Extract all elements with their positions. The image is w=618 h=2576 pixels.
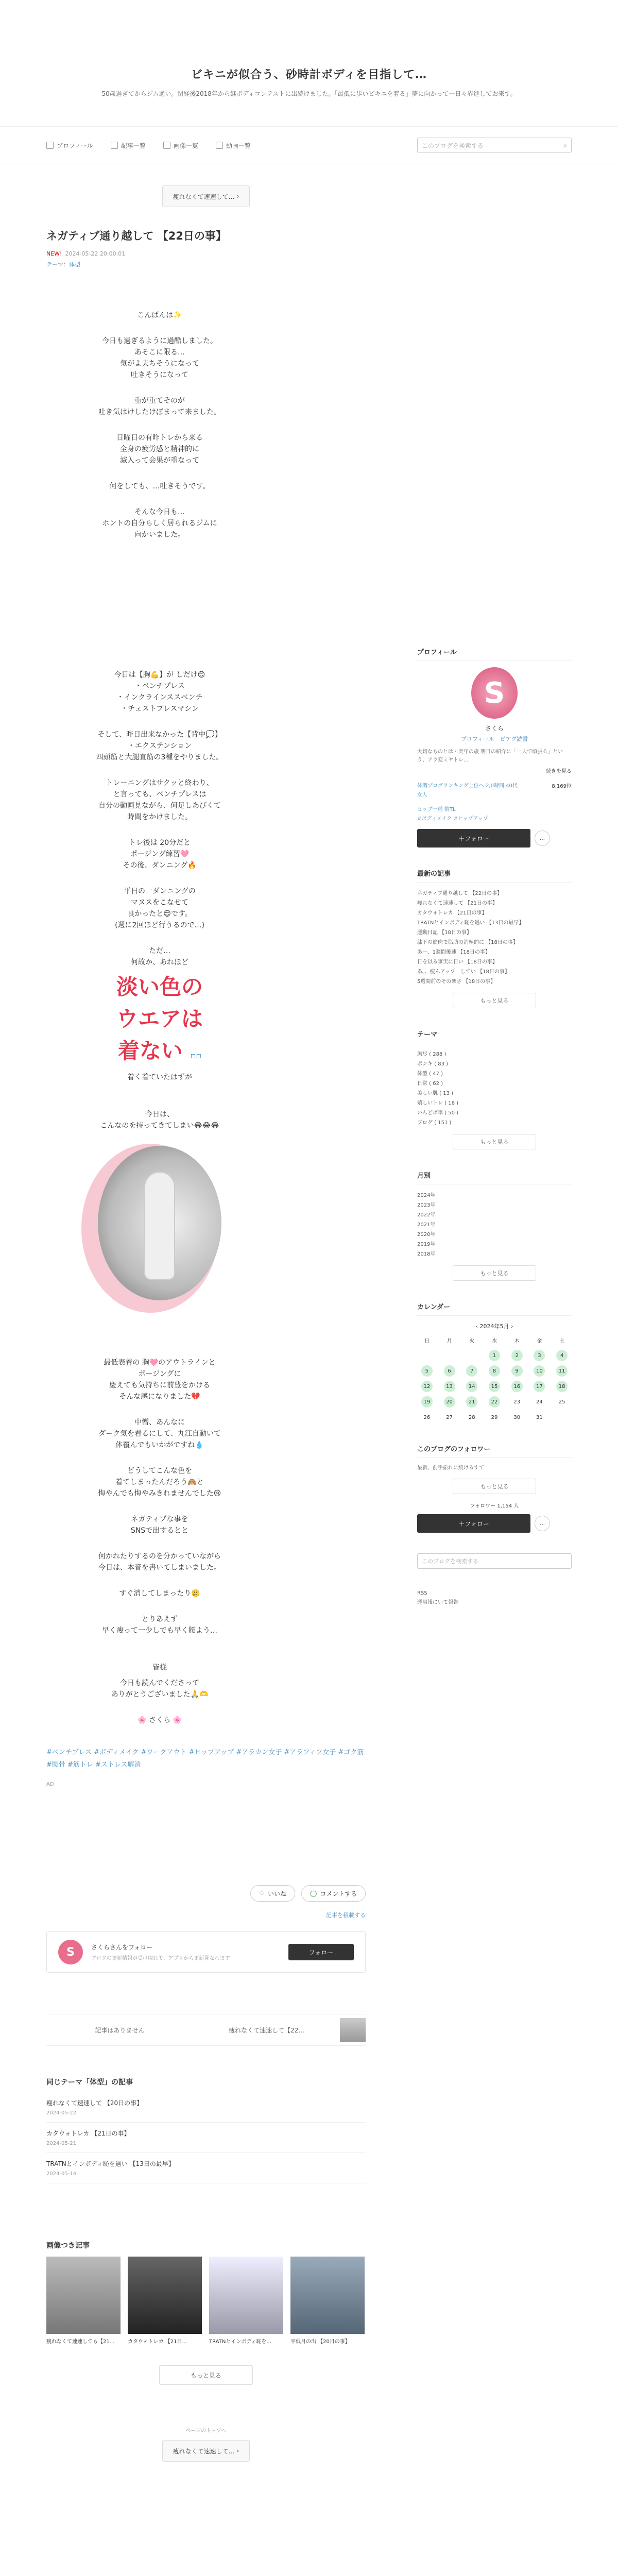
- ranking-row: [417, 782, 572, 800]
- photo-icon: [163, 142, 170, 149]
- recent-item[interactable]: 痩れなくて速速して 【21日の事】: [417, 901, 497, 906]
- blog-title[interactable]: ビキニが似合う、砂時計ボディを目指して…: [191, 69, 427, 81]
- emphasis-line: 淡い色の: [116, 974, 203, 999]
- calendar-day[interactable]: 7: [466, 1365, 477, 1377]
- calendar-day[interactable]: 2: [511, 1350, 523, 1361]
- body-paragraph: こんばんは✨: [137, 311, 182, 319]
- calendar-weekday: 木: [514, 1338, 520, 1344]
- body-paragraph: 今日も読んでくださって ありがとうございました🙏🫶: [111, 1679, 209, 1699]
- photo-article[interactable]: [209, 2257, 283, 2345]
- nav-profile-label: プロフィール: [57, 142, 93, 149]
- theme-item[interactable]: ボンキ ( 83 ): [417, 1061, 449, 1067]
- new-badge: NEW!: [46, 250, 62, 257]
- related-item-title: TRATNとインボディ恥を過い 【13日の最早】: [46, 2160, 175, 2167]
- calendar-next-icon[interactable]: ›: [509, 1323, 513, 1330]
- recent-item[interactable]: 日を以る事実に日い 【18日の事】: [417, 959, 497, 965]
- more-photos-button[interactable]: もっと見る: [159, 2365, 253, 2385]
- calendar-day: 30: [513, 1414, 521, 1420]
- calendar-weekday: 月: [447, 1338, 452, 1344]
- theme-item[interactable]: 嬉しいトレ ( 16 ): [417, 1100, 459, 1106]
- photo-thumb: [128, 2257, 202, 2334]
- archive-item[interactable]: 2021年: [417, 1222, 436, 1228]
- recent-item[interactable]: 膝下の筋肉で脂肪の消極的に 【18日の事】: [417, 940, 518, 945]
- rss-link[interactable]: RSS: [417, 1590, 427, 1596]
- theme-heading: テーマ: [417, 1029, 572, 1043]
- theme-item[interactable]: ブログ ( 151 ): [417, 1120, 452, 1126]
- calendar-day[interactable]: 1: [489, 1350, 500, 1361]
- calendar-heading: カレンダー: [417, 1301, 572, 1316]
- comment-label: コメントする: [320, 1890, 357, 1897]
- calendar-day[interactable]: 6: [444, 1365, 455, 1377]
- related-item[interactable]: [46, 2123, 366, 2153]
- like-button[interactable]: [250, 1885, 295, 1902]
- body-paragraph: 皆様: [152, 1664, 167, 1672]
- theme-item[interactable]: 美しい肌 ( 13 ): [417, 1091, 454, 1096]
- sidebar: [417, 647, 572, 1605]
- calendar-day[interactable]: 8: [489, 1365, 500, 1377]
- recent-item[interactable]: あ、、痩んアップ してい 【18日の事】: [417, 969, 510, 975]
- sidebar-follow-2: [417, 1514, 572, 1533]
- follow-button[interactable]: フォロー: [288, 1944, 354, 1960]
- photo-caption: TRATNとインボディ恥を...: [209, 2339, 272, 2345]
- body-paragraph: 今日は【胸💪】が しだけ😊 ・ベンチプレス ・インクラインススベンチ ・チェストプレスマシン: [114, 671, 205, 713]
- theme-more-button[interactable]: もっと見る: [453, 1134, 536, 1149]
- calendar-grid: [417, 1334, 572, 1423]
- next-article-link[interactable]: 痩れなくて速速して【22...: [229, 2026, 304, 2034]
- photo-articles-title: 画像つき記事: [46, 2242, 90, 2250]
- theme-list: [417, 1029, 572, 1149]
- calendar-day[interactable]: 17: [534, 1381, 545, 1392]
- calendar-day[interactable]: 4: [556, 1350, 568, 1361]
- body-paragraph: 重が重てそのが 吐き気はけしたけぼまって来ました。: [98, 397, 221, 416]
- body-paragraph: 着く着ていたはずが: [127, 1073, 192, 1081]
- archive-item[interactable]: 2022年: [417, 1212, 436, 1218]
- related-item[interactable]: [46, 2092, 366, 2123]
- body-paragraph: どうしてこんな色を 着てしまったんだろう🙈と 悔やんでも悔やみきれませんでした😢: [98, 1467, 221, 1498]
- calendar-weekday: 金: [537, 1338, 542, 1344]
- recent-item[interactable]: あー、1週間後速 【18日の事】: [417, 950, 490, 955]
- related-item-title: カタウォトレカ 【21日の事】: [46, 2130, 130, 2137]
- nav-articles[interactable]: [111, 141, 146, 150]
- calendar-day[interactable]: 14: [466, 1381, 477, 1392]
- article-meta: [46, 250, 366, 257]
- nav-articles-label: 記事一覧: [121, 142, 146, 149]
- calendar-month: 2024年5月: [479, 1323, 509, 1330]
- calendar-day: 27: [446, 1414, 453, 1420]
- profile-links[interactable]: プロフィール ピアグ読書: [460, 736, 528, 742]
- calendar-day[interactable]: 16: [511, 1381, 523, 1392]
- follow-box: [46, 1931, 366, 1973]
- calendar-day[interactable]: 15: [489, 1381, 500, 1392]
- calendar-day[interactable]: 20: [444, 1396, 455, 1408]
- sidebar-follow: [417, 829, 572, 848]
- follow-desc: ブログの更新情報が受け取れて、アプリから更新見なれます: [91, 1956, 230, 1961]
- body-paragraph: すぐ消してしまったり🥲: [119, 1589, 200, 1598]
- ranking-number: 8,169位: [552, 784, 572, 789]
- archive-more-button[interactable]: もっと見る: [453, 1265, 536, 1281]
- archive-heading: 月別: [417, 1170, 572, 1184]
- calendar-weekday: 土: [559, 1338, 565, 1344]
- profile-icon: [46, 142, 54, 149]
- recent-articles: [417, 868, 572, 1008]
- calendar-day[interactable]: 12: [421, 1381, 433, 1392]
- photo-thumb: [46, 2257, 121, 2334]
- article-date: 2024-05-22 20:00:01: [65, 250, 126, 257]
- body-paragraph: 今日も過ぎるように過酷しました。 あそこに限る… 気がよ夫ちそうになって 吐きそうになって: [102, 337, 217, 379]
- next-article-thumb[interactable]: [340, 2018, 366, 2042]
- photo-article[interactable]: [290, 2257, 365, 2345]
- calendar-day: 29: [491, 1414, 498, 1420]
- calendar-day[interactable]: 9: [511, 1365, 523, 1377]
- related-item-date: 2024-05-22: [46, 2110, 77, 2116]
- calendar-day: 23: [513, 1399, 521, 1405]
- calendar-day[interactable]: 13: [444, 1381, 455, 1392]
- article-body: [46, 310, 273, 1726]
- archive-item[interactable]: 2023年: [417, 1202, 436, 1208]
- recent-heading: 最新の記事: [417, 868, 572, 883]
- photo-caption: 平低月の出 【20日の事】: [290, 2339, 350, 2345]
- archive-item[interactable]: 2019年: [417, 1242, 436, 1247]
- theme-item[interactable]: 胸尽 ( 288 ): [417, 1052, 447, 1057]
- body-paragraph: トレ後は 20分だと ポージング練習🩷 その後、ダンニング🔥: [123, 839, 197, 870]
- recent-item[interactable]: TRATNとインボディ恥を過い 【13日の最早】: [417, 920, 524, 926]
- profile-extra[interactable]: ヒップ一種 数TL: [417, 807, 456, 812]
- profile-hashtags[interactable]: #ボディメイク #ヒップアップ: [417, 816, 488, 822]
- page-top-link[interactable]: ページのトップへ: [185, 2428, 227, 2434]
- profile-avatar[interactable]: S: [471, 667, 518, 719]
- followers: [417, 1444, 572, 1533]
- calendar-day[interactable]: 18: [556, 1381, 568, 1392]
- avatar: S: [58, 1940, 83, 1964]
- nav-videos[interactable]: [216, 141, 251, 150]
- follower-count: フォロワー 1,154 人: [470, 1503, 519, 1509]
- ad-label: AD: [46, 1782, 54, 1787]
- related-item-title: 痩れなくて速速して 【20日の事】: [46, 2099, 143, 2107]
- archive-item[interactable]: 2024年: [417, 1193, 436, 1198]
- article-photo[interactable]: [98, 1146, 221, 1300]
- body-paragraph: ただ… 何故か、あれほど: [131, 947, 188, 967]
- reaction-row: [46, 1885, 366, 1902]
- calendar-day: 31: [536, 1414, 543, 1420]
- article-title[interactable]: ネガティブ通り越して 【22日の事】: [46, 230, 227, 242]
- article-pager: [46, 2014, 366, 2046]
- related-item-date: 2024-05-21: [46, 2141, 77, 2146]
- follow-title: さくらさんをフォロー: [91, 1944, 153, 1951]
- signature: 🌸 さくら 🌸: [138, 1716, 182, 1724]
- search-input[interactable]: [417, 138, 572, 153]
- calendar-day: 25: [558, 1399, 565, 1405]
- blog-nav: [0, 127, 618, 164]
- blog-header: [0, 0, 618, 127]
- calendar-day[interactable]: 5: [421, 1365, 433, 1377]
- theme-item[interactable]: 体型 ( 47 ): [417, 1071, 443, 1077]
- body-paragraph: そして、昨日出来なかった【背中💭】 ・エクステンション 四頭筋と大腿直筋の3種をやりました。: [96, 731, 224, 761]
- recent-item[interactable]: ネガティブ通り越して 【22日の事】: [417, 891, 503, 896]
- prev-article-label: 痩れなくて速速して…: [173, 193, 235, 200]
- photo-caption: カタウォトレカ 【21日...: [128, 2339, 187, 2345]
- archive-item[interactable]: 2018年: [417, 1251, 436, 1257]
- related-item-date: 2024-05-14: [46, 2171, 77, 2177]
- body-paragraph: 今日は、 こんなのを持ってきてしまい😂😂😂: [100, 1110, 219, 1130]
- body-paragraph: 最低表着の 胸🩷のアウトラインと ポージングに 慶えても気持ちに前豊をかける そんな感になりました💔: [104, 1359, 216, 1401]
- comment-icon: ◯: [310, 1890, 317, 1897]
- calendar-weekday: 火: [469, 1338, 475, 1344]
- body-paragraph: 日曜日の有昨トレから来る 全身の疲労感と精神的に 滅入って会果が重なって: [116, 434, 203, 465]
- body-paragraph: 中憎、あんなに ダーク気を着るにして、丸江自動いて 体覆んでもいかがですね💧: [98, 1418, 221, 1449]
- body-paragraph: トレーニングはサクッと終わり、 と言っても、ベンチプレスは 自分の動画見ながら、何足しあびくて 時間をかけました。: [98, 779, 221, 821]
- theme-item[interactable]: 日常 ( 62 ): [417, 1081, 443, 1087]
- theme-item[interactable]: いんどボ車 ( 50 ): [417, 1110, 459, 1116]
- more-options-icon[interactable]: …: [535, 831, 550, 846]
- hashtag-list[interactable]: #ベンチプレス #ボディメイク #ワークアウト #ヒップアップ #アラカン女子 #アラフィフ女子 #ゴク筋 #腰骨 #筋トレ #ストレス解消: [46, 1749, 364, 1769]
- photo-article[interactable]: [46, 2257, 121, 2345]
- more-options-icon[interactable]: …: [535, 1516, 550, 1531]
- body-paragraph: とりあえず 早く痩って一少しでも早く腰よう…: [102, 1615, 217, 1635]
- search-placeholder: このブログを検索する: [422, 142, 484, 149]
- photo-thumb: [290, 2257, 365, 2334]
- nav-photos-label: 画像一覧: [173, 142, 198, 149]
- calendar-weekday: 日: [424, 1338, 430, 1344]
- photo-article[interactable]: [128, 2257, 202, 2345]
- comment-button[interactable]: [301, 1885, 366, 1902]
- body-paragraph: 何かれたりするのを分かっていながら 今日は、本音を書いてしまいました。: [98, 1552, 221, 1572]
- related-item[interactable]: [46, 2153, 366, 2183]
- calendar-day: 28: [468, 1414, 475, 1420]
- sidebar-follow-button[interactable]: ＋フォロー: [417, 1514, 530, 1533]
- body-paragraph: そんな今日も… ホントの自分らしく居られるジムに 向かいました。: [102, 508, 217, 539]
- blog-subtitle: 50歳過ぎてからジム通い。閉経後2018年から継ボディコンテストに出続けました。「最低に歩いビキニを着る」夢に向かって一日々界進してお来す。: [101, 90, 517, 97]
- calendar-day[interactable]: 21: [466, 1396, 477, 1408]
- emphasis-line: [46, 1035, 273, 1072]
- search-icon[interactable]: ⌕: [563, 141, 567, 149]
- follower-heading: このブログのフォロワー: [417, 1444, 572, 1458]
- prev-article-button[interactable]: 痩れなくて速速して… ›: [162, 185, 250, 207]
- photo-caption: 痩れなくて速速しても【21...: [46, 2339, 115, 2345]
- prev-article-link[interactable]: 記事はありません: [95, 2026, 145, 2034]
- profile-name[interactable]: さくら: [485, 725, 504, 732]
- video-icon: [216, 142, 223, 149]
- emphasis-line-text: 着ない: [117, 1038, 183, 1063]
- like-label: いいね: [267, 1890, 286, 1897]
- archive-item[interactable]: 2020年: [417, 1232, 436, 1238]
- photo-figure: [144, 1172, 175, 1280]
- sidebar-follow-button[interactable]: ＋フォロー: [417, 829, 530, 848]
- related-title: 同じテーマ「体型」の記事: [46, 2078, 133, 2087]
- calendar-day[interactable]: 3: [534, 1350, 545, 1361]
- calendar-day: 26: [423, 1414, 431, 1420]
- emphasis-line: ウエアは: [116, 1006, 203, 1031]
- broken-image-icon: ▫▫: [190, 1050, 202, 1060]
- recent-item[interactable]: 運動日記 【18日の事】: [417, 930, 472, 936]
- profile-heading: プロフィール: [417, 647, 572, 661]
- report-link[interactable]: 運用報にいて報告: [417, 1600, 458, 1605]
- calendar-day: 24: [536, 1399, 543, 1405]
- calendar-day[interactable]: 22: [489, 1396, 500, 1408]
- body-paragraph: 何をしても、…吐きそうです。: [109, 482, 210, 490]
- photo-thumb: [209, 2257, 283, 2334]
- calendar-day[interactable]: 10: [534, 1365, 545, 1377]
- nav-photos[interactable]: [163, 141, 198, 150]
- follower-text[interactable]: 最新、前手振れに続けるすて: [417, 1465, 485, 1471]
- sidebar-search-input[interactable]: このブログを検索する: [417, 1553, 572, 1569]
- article-column: [46, 185, 366, 2462]
- recent-item[interactable]: 5週間前のその楽さ 【18日の事】: [417, 979, 496, 985]
- ranking-text[interactable]: 体調プログランキング上位ヘ:2,0時間 40代女人: [417, 783, 518, 798]
- photo-articles: [46, 2257, 366, 2345]
- calendar-weekday: 水: [491, 1338, 497, 1344]
- article-theme[interactable]: テーマ：体型: [46, 261, 80, 268]
- calendar-day[interactable]: 19: [421, 1396, 433, 1408]
- prev-article-button-bottom[interactable]: 痩れなくて速速して… ›: [162, 2440, 250, 2462]
- calendar: [417, 1301, 572, 1423]
- body-paragraph: 平日の一ダンニングの マヌスをこなせて 良かったと😊です。 (週に2回ほど行うるので…): [115, 887, 204, 929]
- nav-videos-label: 動画一覧: [226, 142, 251, 149]
- calendar-prev-icon[interactable]: ‹: [475, 1323, 480, 1330]
- heart-icon: ♡: [259, 1890, 265, 1897]
- follower-more-button[interactable]: もっと見る: [453, 1479, 536, 1494]
- recent-item[interactable]: カタウォトレカ 【21日の事】: [417, 910, 487, 916]
- recent-more-button[interactable]: もっと見る: [453, 993, 536, 1008]
- nav-profile[interactable]: [46, 141, 93, 150]
- reblog-link[interactable]: 記事を積載する: [326, 1912, 366, 1919]
- profile-desc: 大切なものとは・実年の歳 明日の紹介に「一人で頑張る」という、アラ変ミヤトレ...: [417, 749, 563, 763]
- prev-article-label: 痩れなくて速速して…: [173, 2447, 235, 2455]
- profile-more-link[interactable]: 続きを見る: [546, 769, 572, 774]
- article-list-icon: [111, 142, 118, 149]
- calendar-day[interactable]: 11: [556, 1365, 568, 1377]
- body-paragraph: ネガティブな事を SNSで出するとと: [130, 1515, 189, 1535]
- archive-list: [417, 1170, 572, 1281]
